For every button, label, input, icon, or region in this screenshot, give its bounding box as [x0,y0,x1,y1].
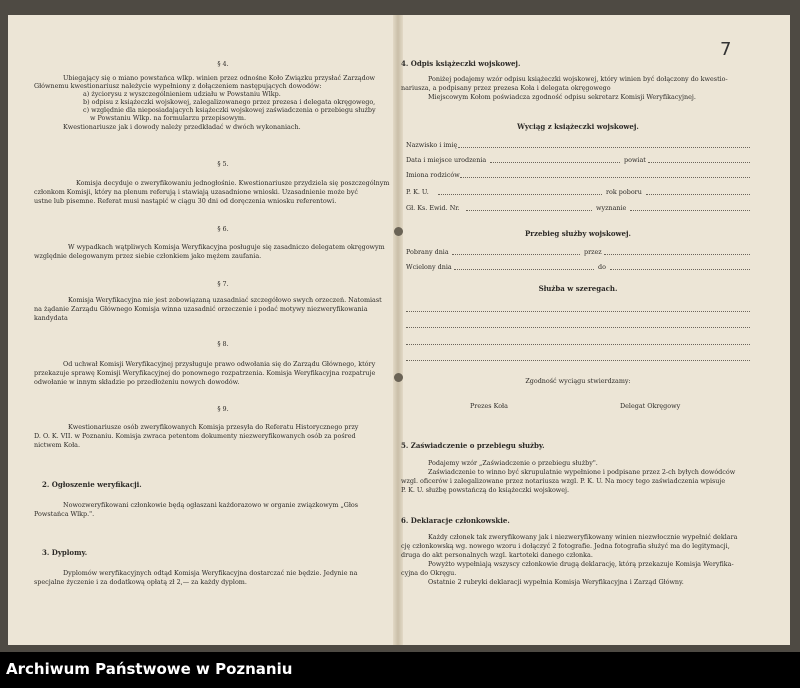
field-by-line [604,254,750,255]
section-7-line-3: kandydata [34,314,68,322]
field-enlisted-label: Wcielony dnia [406,263,452,271]
section-9-title: § 9. [217,405,229,413]
section-4-item-b: b) odpisu z książeczki wojskowej, zalegalizowanego przez prezesa i delegata okręgowego, [83,98,376,106]
section-6-right-line-6: Ostatnie 2 rubryki deklaracji wypełnia Komisja Weryfikacyjna i Zarząd Główny. [428,578,684,586]
section-4-title: § 4. [217,60,229,68]
section-9-line-1: Kwestionariusze osób zweryfikowanych Komisja przesyła do Referatu Historycznego przy [68,423,359,431]
section-8-line-1: Od uchwał Komisji Weryfikacyjnej przysługuje prawo odwołania się do Zarządu Głównego, który [63,360,376,368]
section-7-line-1: Komisja Weryfikacyjna nie jest zobowiązaną uzasadniać szczegółowo swych orzeczeń. Natomiast [68,296,382,304]
section-9-line-3: nictwem Koła. [34,441,81,449]
field-year-line [646,194,750,195]
section-9-line-2: D. O. K. VII. w Poznaniu. Komisja zwraca petentom dokumenty niezweryfikowanych osób za pośred [34,432,356,440]
section-5-line-2: członkom Komisji, który na plenum referują i stawiają uzasadnione wnioski. Uzasadnienie może być [34,188,358,196]
field-drafted-line [452,254,580,255]
section-4-line-1: Ubiegający się o miano powstańca wlkp. winien przez odnośne Koło Związku przysłać Zarządow [63,74,376,82]
field-county-label: powiat [624,156,646,164]
field-name-label: Nazwisko i imię [406,141,458,149]
field-birth-line [490,162,620,163]
field-pku-label: P. K. U. [406,188,429,196]
section-2-title: 2. Ogłoszenie weryfikacji. [42,480,142,489]
section-4-line-3: Kwestionariusze jak i dowody należy przedkładać w dwóch wykonaniach. [63,123,301,131]
form-title: Wyciąg z książeczki wojskowej. [517,122,639,131]
signature-president: Prezes Koła [470,402,508,410]
ranks-title: Służba w szeregach. [538,284,618,293]
left-page [8,15,398,645]
right-page [398,15,790,645]
section-5-right-line-3: wzgl. oficerów i zalegalizowane przez notariusza wzgl. P. K. U. Na mocy tego zaświadczenia wpisuje [401,477,726,485]
field-county-line [648,162,750,163]
field-birth-label: Data i miejsce urodzenia [406,156,487,164]
section-7-title: § 7. [217,280,229,288]
section-6-right-line-1: Każdy członek tak zweryfikowany jak i niezweryfikowany winien niezwłocznie wypełnić deklara [428,533,738,541]
ranks-line-2 [406,327,750,328]
field-to-label: do [598,263,606,271]
field-register-label: Gł. Ks. Ewid. Nr. [406,204,460,212]
ranks-line-1 [406,311,750,312]
section-6-right-title: 6. Deklaracje członkowskie. [401,516,510,525]
handwritten-page-number: 7 [720,39,732,60]
section-8-line-3: odwołanie w innym składzie po przedłożeniu nowych dowodów. [34,378,240,386]
field-name-line [458,147,750,148]
section-8-title: § 8. [217,340,229,348]
field-parents-label: Imiona rodziców [406,171,460,179]
field-year-label: rok poboru [606,188,642,196]
section-3-line-1: Dyplomów weryfikacyjnych odtąd Komisja Weryfikacyjna dostarczać nie będzie. Jedynie na [63,569,358,577]
section-5-line-3: ustne lub pisemne. Referat musi nastąpić w ciągu 30 dni od doręczenia wniosku referentowi. [34,197,337,205]
section-6-right-line-2: cję członkowską wg. nowego wzoru i dołączyć 2 fotografie. Jedna fotografia służyć ma do legitymacji, [401,542,730,550]
section-4-right-line-1: Poniżej podajemy wzór odpisu książeczki wojskowej, który winien być dołączony do kwestio- [428,75,728,83]
section-4-right-title: 4. Odpis książeczki wojskowej. [401,59,521,68]
document-sheet [8,15,790,645]
section-8-line-2: przekazuje sprawę Komisji Weryfikacyjnej do ponownego rozpatrzenia. Komisja Weryfikacyjna rozpatruje [34,369,376,377]
section-7-line-2: na żądanie Zarządu Głównego Komisja winna uzasadnić orzeczenie i podać motywy niezweryfikowania [34,305,368,313]
section-4-item-a: a) życiorysu z wyszczególnieniem udziału w Powstaniu Wlkp. [83,90,281,98]
section-6-line-1: W wypadkach wątpliwych Komisja Weryfikacyjna posługuje się zasadniczo delegatem okręgowym [68,243,385,251]
section-4-item-c1: c) względnie dla nieposiadających książeczki wojskowej zaświadczenia o przebiegu służby [83,106,376,114]
section-6-line-2: względnie delegowanym przez siebie członkiem jako mężem zaufania. [34,252,262,260]
ranks-line-3 [406,344,750,345]
field-to-line [610,269,750,270]
field-pku-line [438,194,602,195]
section-3-title: 3. Dyplomy. [42,548,88,557]
section-4-line-2: Głównemu kwestionariusz należycie wypełniony z dołączeniem następujących dowodów: [34,82,322,90]
section-4-right-line-3: Miejscowym Kołom poświadcza zgodność odpisu sekretarz Komisji Weryfikacyjnej. [428,93,696,101]
section-5-right-line-1: Podajemy wzór „Zaświadczenie o przebiegu służby". [428,459,598,467]
archive-name: Archiwum Państwowe w Poznaniu [6,660,293,678]
section-4-item-c2: w Powstaniu Wlkp. na formularzu przepisowym. [90,114,247,122]
section-5-right-title: 5. Zaświadczenie o przebiegu służby. [401,441,545,450]
section-5-title: § 5. [217,160,229,168]
service-title: Przebieg służby wojskowej. [525,229,631,238]
field-parents-line [460,177,750,178]
ranks-line-4 [406,360,750,361]
section-3-line-2: specjalne życzenie i za dodatkową opłatą zł 2,— za każdy dyplom. [34,578,247,586]
section-2-line-2: Powstańca Wlkp.". [34,510,95,518]
field-religion-label: wyznanie [596,204,627,212]
section-6-right-line-4: Powyżto wypełniają wszyscy członkowie drugą deklarację, którą przekazuje Komisja Weryfika- [428,560,734,568]
signature-delegate: Delegat Okręgowy [620,402,681,410]
field-drafted-label: Pobrany dnia [406,248,449,256]
section-6-right-line-5: cyjna do Okręgu. [401,569,457,577]
field-enlisted-line [454,269,594,270]
field-by-label: przez [584,248,602,256]
section-4-right-line-2: nariusza, a podpisany przez prezesa Koła i delegata okręgowego [401,84,611,92]
section-2-line-1: Nowozweryfikowani członkowie będą ogłaszani każdorazowo w organie związkowym „Głos [63,501,359,509]
section-6-title: § 6. [217,225,229,233]
section-5-line-1: Komisja decyduje o zweryfikowaniu jednogłośnie. Kwestionariusze przydziela się poszczególnym [76,179,390,187]
section-5-right-line-2: Zaświadczenie to winno być skrupulatnie wypełnione i podpisane przez 2-ch byłych dowódców [428,468,736,476]
field-register-line [466,210,592,211]
section-6-right-line-3: druga do akt personalnych wzgl. kartoteki danego członka. [401,551,593,559]
verification-statement: Zgodność wyciągu stwierdzamy: [525,377,631,385]
section-5-right-line-4: P. K. U. służbę powstańczą do książeczki wojskowej. [401,486,570,494]
archive-footer [0,652,800,688]
field-religion-line [630,210,750,211]
